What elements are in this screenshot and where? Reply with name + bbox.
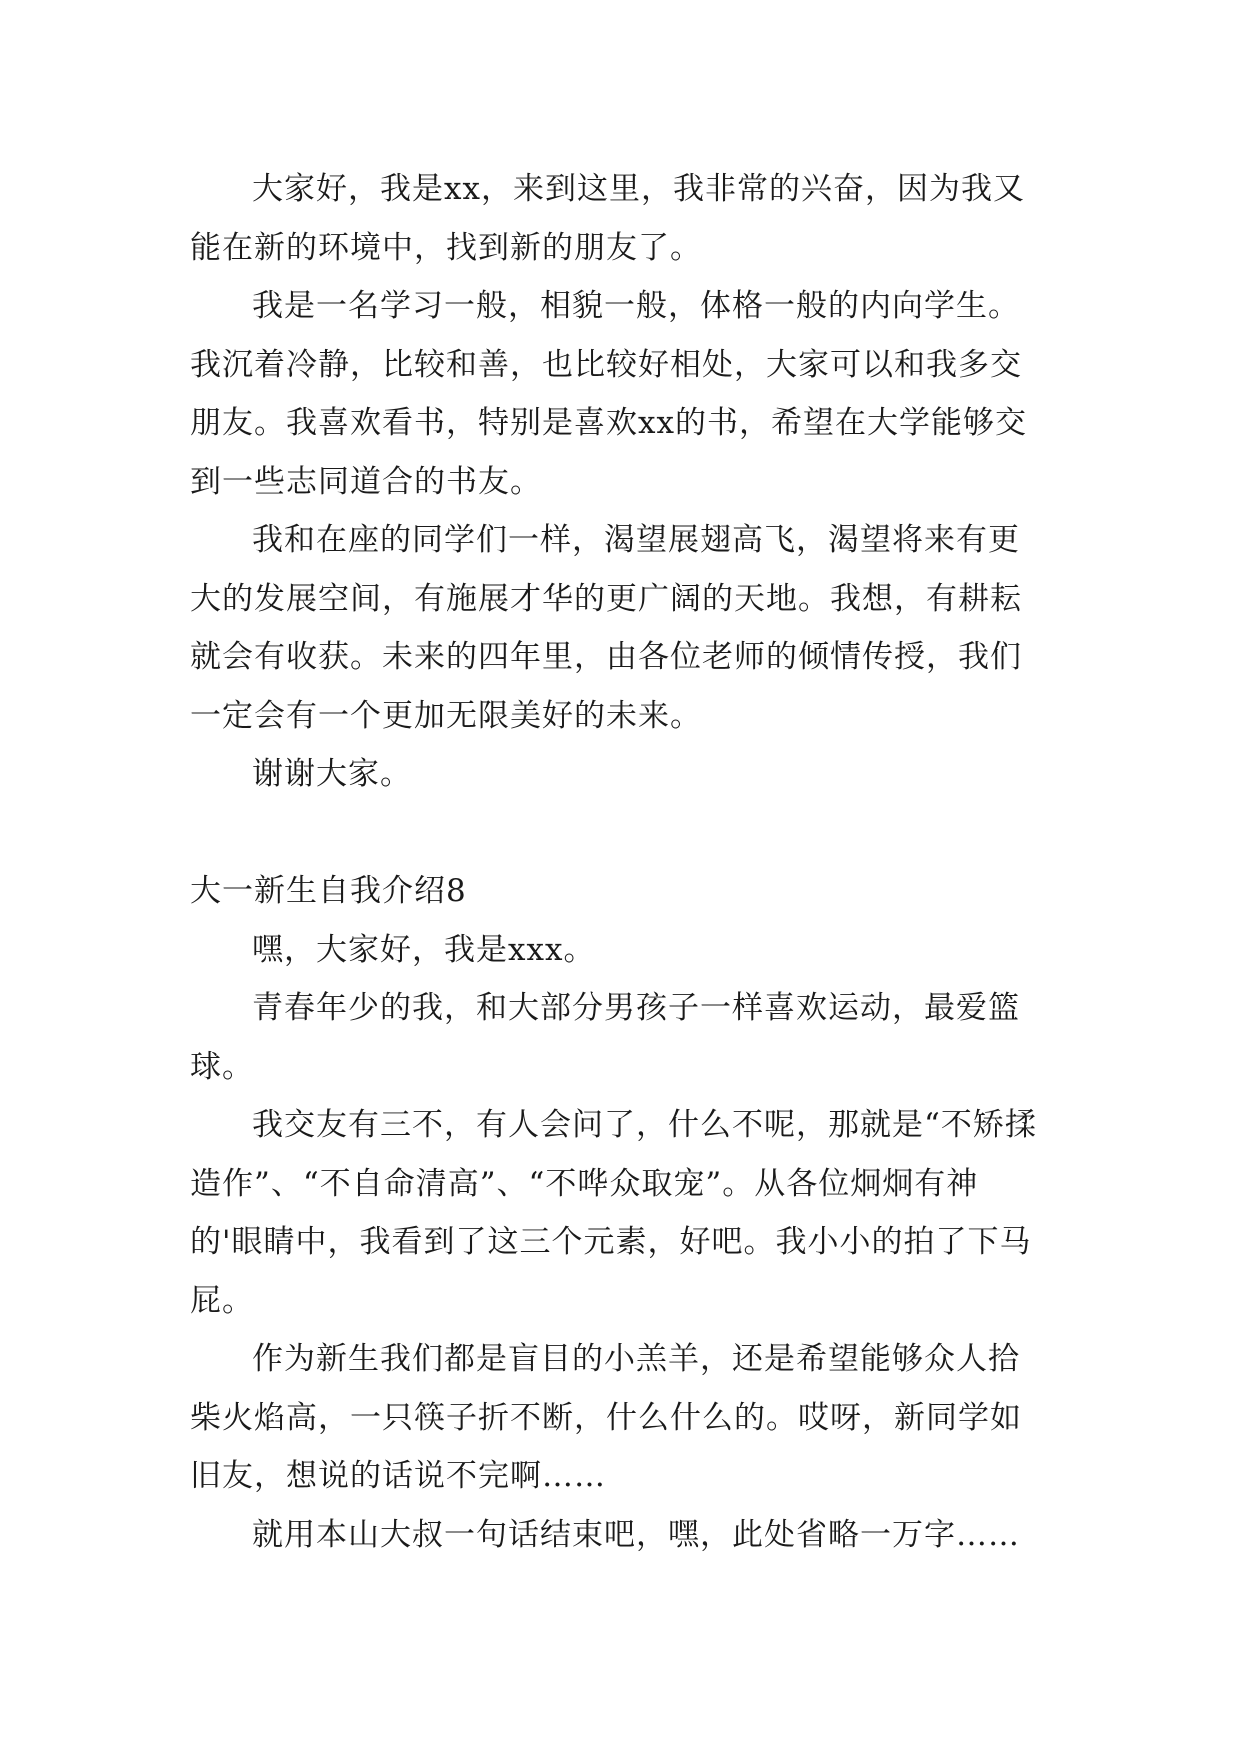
paragraph: 嘿，大家好，我是xxx。 <box>252 931 596 968</box>
section-heading: 大一新生自我介绍8 <box>190 873 467 909</box>
paragraph: 就用本山大叔一句话结束吧，嘿，此处省略一万字…… <box>252 1516 1020 1553</box>
paragraph: 我是一名学习一般，相貌一般，体格一般的内向学生。我沉着冷静，比较和善，也比较好相处，大家可以和我多交朋友。我喜欢看书，特别是喜欢xx的书，希望在大学能够交到一些志同道合的书友。 <box>190 288 1027 500</box>
paragraph: 大家好，我是xx，来到这里，我非常的兴奋，因为我又能在新的环境中，找到新的朋友了。 <box>190 171 1025 266</box>
paragraph: 青春年少的我，和大部分男孩子一样喜欢运动，最爱篮球。 <box>190 990 1020 1085</box>
paragraph: 我和在座的同学们一样，渴望展翅高飞，渴望将来有更大的发展空间，有施展才华的更广阔的天地。我想，有耕耘就会有收获。未来的四年里，由各位老师的倾情传授，我们一定会有一个更加无限美好的未来。 <box>190 522 1022 734</box>
paragraph: 谢谢大家。 <box>252 756 412 792</box>
document-page <box>190 160 1050 1564</box>
paragraph: 我交友有三不，有人会问了，什么不呢，那就是“不矫揉造作”、“不自命清高”、“不哗众取宠”。从各位炯炯有神的'眼睛中，我看到了这三个元素，好吧。我小小的拍了下马屁。 <box>190 1107 1037 1319</box>
section-1 <box>190 160 1050 804</box>
section-2 <box>190 862 1050 1564</box>
paragraph: 作为新生我们都是盲目的小羔羊，还是希望能够众人拾柴火焰高，一只筷子折不断，什么什么的。哎呀，新同学如旧友，想说的话说不完啊…… <box>190 1341 1022 1494</box>
